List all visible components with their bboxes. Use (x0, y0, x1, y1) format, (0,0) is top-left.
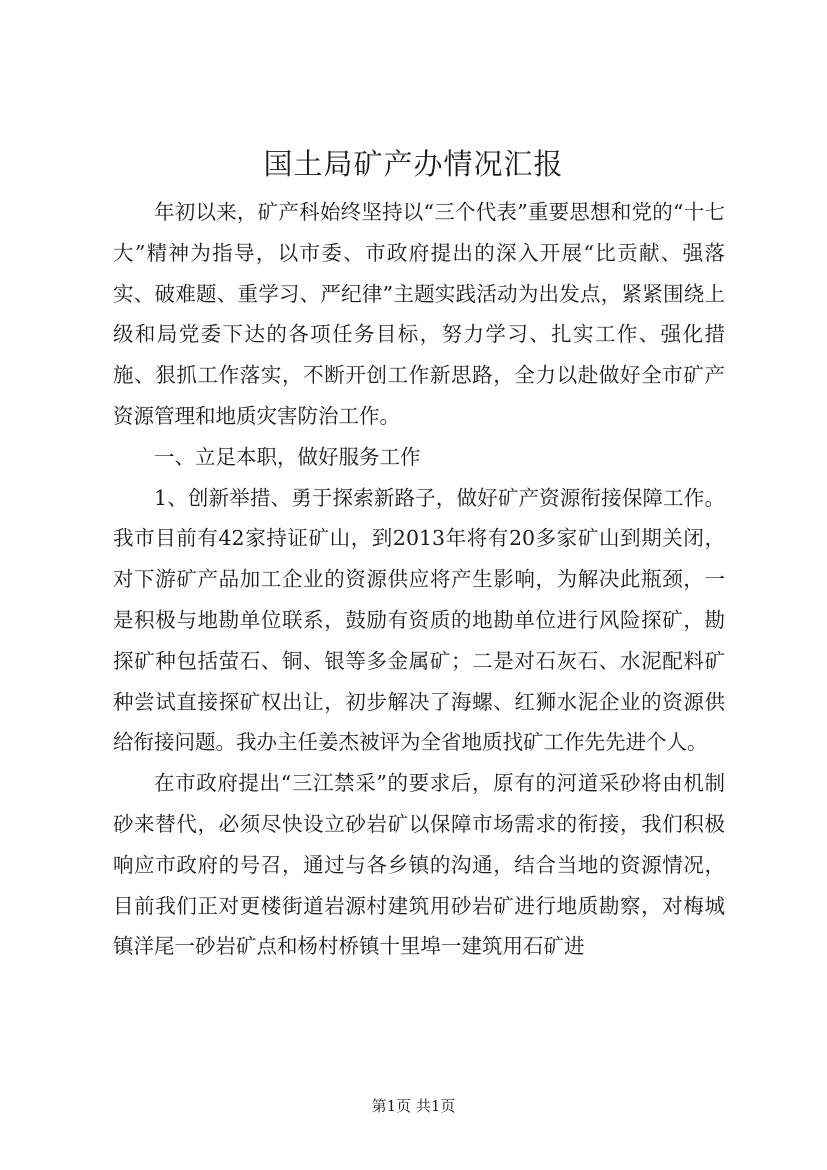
paragraph-sand-mining: 在市政府提出“三江禁采”的要求后，原有的河道采砂将由机制砂来替代，必须尽快设立砂岩矿以保障市场需求的衔接，我们积极响应市政府的号召，通过与各乡镇的沟通，结合当地的资源情况，目前我们正对更楼街道岩源村建筑用砂岩矿进行地质勘察，对梅城镇洋尾一砂岩矿点和杨村桥镇十里埠一建筑用石矿进 (113, 771, 725, 959)
section-heading: 一、立足本职，做好服务工作 (154, 444, 421, 469)
paragraph-intro: 年初以来，矿产科始终坚持以“三个代表”重要思想和党的“十七大”精神为指导，以市委、市政府提出的深入开展“比贡献、强落实、破难题、重学习、严纪律”主题实践活动为出发点，紧紧围绕上级和局党委下达的各项任务目标，努力学习、扎实工作、强化措施、狠抓工作落实，不断开创工作新思路，全力以赴做好全市矿产资源管理和地质灾害防治工作。 (113, 200, 725, 428)
paragraph-item-1: 1、创新举措、勇于探索新路子，做好矿产资源衔接保障工作。我市目前有42家持证矿山，到2013年将有20多家矿山到期关闭，对下游矿产品加工企业的资源供应将产生影响，为解决此瓶颈，一是积极与地勘单位联系，鼓励有资质的地勘单位进行风险探矿，勘探矿种包括萤石、铜、银等多金属矿；二是对石灰石、水泥配料矿种尝试直接探矿权出让，初步解决了海螺、红狮水泥企业的资源供给衔接问题。我办主任姜杰被评为全省地质找矿工作先先进个人。 (113, 485, 725, 755)
document-body (113, 192, 725, 967)
document-title: 国土局矿产办情况汇报 (263, 147, 564, 181)
page-footer: 第1页 共1页 (371, 1097, 456, 1115)
